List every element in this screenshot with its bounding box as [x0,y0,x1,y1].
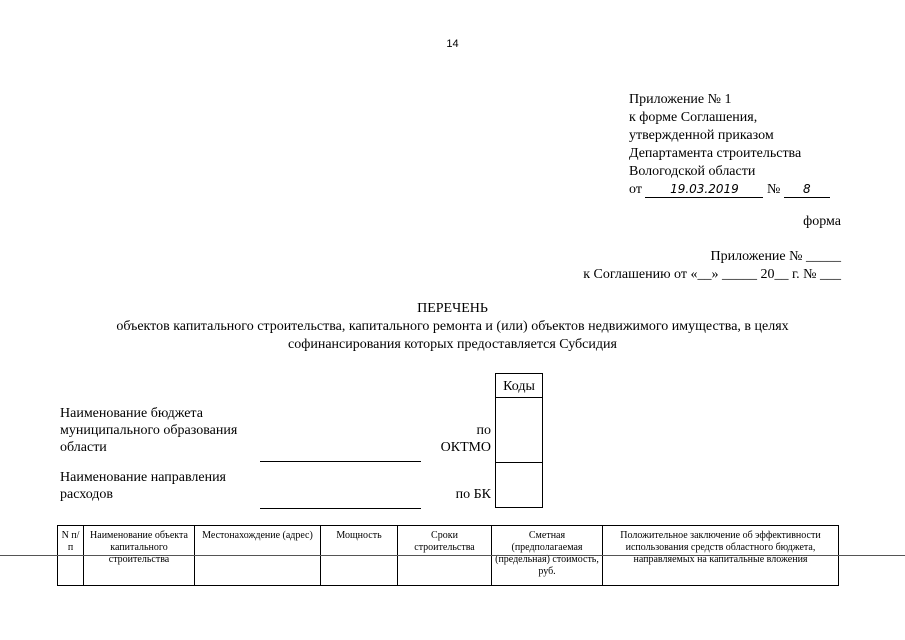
budget-name-field[interactable] [260,461,421,462]
page-number: 14 [446,38,459,50]
appendix-line: утвержденной приказом [629,128,774,143]
col-number: N п/п [58,526,84,586]
oktmo-label-line: ОКТМО [440,440,491,455]
bk-label: по БК [455,487,491,502]
number-prefix: № [766,182,781,197]
agreement-appendix-line1: Приложение № _____ [710,249,841,264]
budget-label-line: муниципального образования [60,423,238,438]
appendix-date-row [629,181,830,199]
document-title [0,300,905,354]
title-heading: ПЕРЕЧЕНЬ [417,301,488,316]
col-object-name: Наименование объекта капитального строительства [84,526,195,586]
appendix-line: Вологодской области [629,164,756,179]
col-capacity: Мощность [321,526,398,586]
direction-label-line: Наименование направления [60,470,226,485]
agreement-appendix-line2: к Соглашению от «__» _____ 20__ г. № ___ [583,267,841,282]
direction-label [60,469,226,503]
handwritten-date: 19.03.2019 [645,182,763,198]
oktmo-code-cell[interactable] [495,397,543,463]
appendix-header [629,91,830,199]
handwritten-number: 8 [784,182,830,198]
direction-label-line: расходов [60,487,114,502]
title-line2: софинансирования которых предоставляется Субсидия [288,337,617,352]
form-label: форма [803,214,841,229]
budget-name-label [60,405,237,456]
budget-label-line: области [60,440,107,455]
col-cost: Сметная (предполагаемая (предельная) стоимость, руб. [492,526,603,586]
codes-header: Коды [495,373,543,398]
date-prefix: от [629,182,642,197]
oktmo-label [437,422,491,456]
title-line1: объектов капитального строительства, капитального ремонта и (или) объектов недвижимого имущества, в целях [116,319,789,334]
col-terms: Сроки строительства [398,526,492,586]
oktmo-label-line: по [476,423,491,438]
appendix-line: к форме Соглашения, [629,110,758,125]
appendix-line: Приложение № 1 [629,92,732,107]
budget-label-line: Наименование бюджета [60,406,203,421]
bk-code-cell[interactable] [495,462,543,508]
col-conclusion: Положительное заключение об эффективности использования средств областного бюджета, направляемых на капитальные вложения [603,526,839,586]
direction-field[interactable] [260,508,421,509]
agreement-appendix [583,248,841,284]
col-location: Местонахождение (адрес) [195,526,321,586]
appendix-line: Департамента строительства [629,146,802,161]
strikethrough-line [0,555,905,556]
